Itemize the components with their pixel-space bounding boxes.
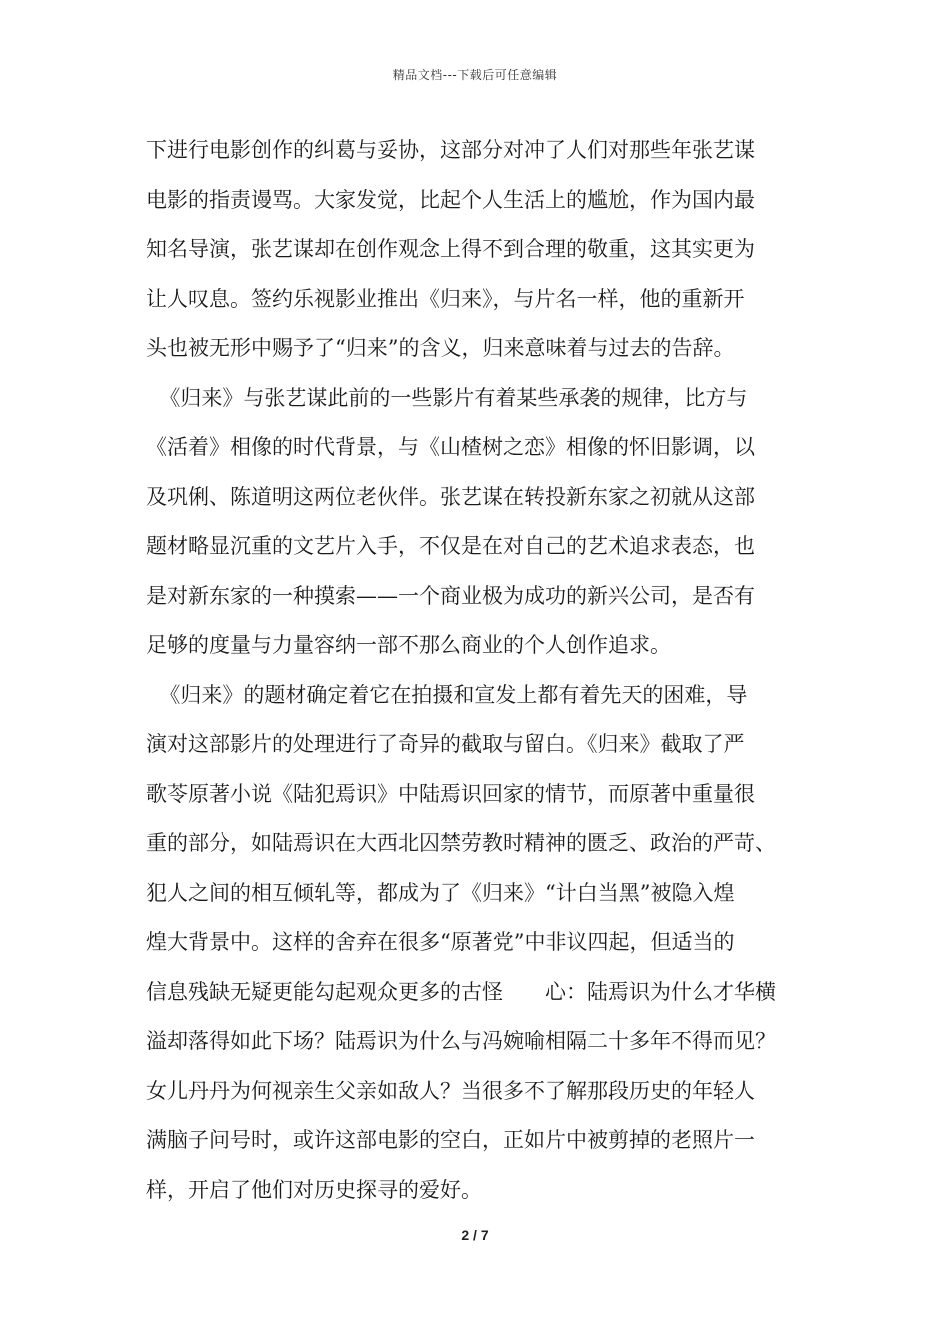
page-number: 2 / 7: [461, 1227, 489, 1243]
body-line: 溢却落得如此下场？陆焉识为什么与冯婉喻相隔二十多年不得而见？: [146, 1029, 776, 1053]
body-line: 足够的度量与力量容纳一部不那么商业的个人创作追求。: [146, 633, 671, 657]
body-line: 及巩俐、陈道明这两位老伙伴。张艺谋在转投新东家之初就从这部: [146, 484, 755, 509]
body-line: 知名导演，张艺谋却在创作观念上得不到合理的敬重，这其实更为: [146, 237, 755, 261]
body-line: 满脑子问号时，或许这部电影的空白，正如片中被剪掉的老照片一: [146, 1128, 755, 1152]
body-line: 重的部分，如陆焉识在大西北囚禁劳教时精神的匮乏、政治的严苛、: [146, 831, 776, 855]
body-line: 下进行电影创作的纠葛与妥协，这部分对冲了人们对那些年张艺谋: [146, 138, 755, 162]
paragraph-start-line: 《归来》与张艺谋此前的一些影片有着某些承袭的规律，比方与: [146, 385, 748, 410]
body-line: 歌苓原著小说《陆犯焉识》中陆焉识回家的情节，而原著中重量很: [146, 781, 755, 806]
page-header: 精品文档---下载后可任意编辑: [392, 68, 558, 82]
body-line: 《活着》相像的时代背景，与《山楂树之恋》相像的怀旧影调，以: [146, 435, 755, 459]
body-line: 电影的指责谩骂。大家发觉，比起个人生活上的尴尬，作为国内最: [146, 187, 755, 212]
paragraph-start-line: 《归来》的题材确定着它在拍摄和宣发上都有着先天的困难，导: [146, 682, 748, 707]
body-line: 信息残缺无疑更能勾起观众更多的古怪 心：陆焉识为什么才华横: [146, 979, 776, 1004]
document-body: [146, 126, 818, 1215]
body-line: 犯人之间的相互倾轧等，都成为了《归来》“计白当黑”被隐入煌: [146, 880, 735, 905]
body-line: 演对这部影片的处理进行了奇异的截取与留白。《归来》截取了严: [146, 732, 745, 756]
body-line: 头也被无形中赐予了“归来”的含义，归来意味着与过去的告辞。: [146, 336, 735, 360]
body-line: 样，开启了他们对历史探寻的爱好。: [146, 1177, 482, 1202]
body-line: 女儿丹丹为何视亲生父亲如敌人？当很多不了解那段历史的年轻人: [146, 1078, 755, 1103]
body-line: 让人叹息。签约乐视影业推出《归来》，与片名一样，他的重新开: [146, 286, 745, 311]
body-line: 煌大背景中。这样的舍弃在很多“原著党”中非议四起，但适当的: [146, 930, 735, 954]
body-line: 题材略显沉重的文艺片入手，不仅是在对自己的艺术追求表态，也: [146, 534, 755, 558]
body-line: 是对新东家的一种摸索——一个商业极为成功的新兴公司，是否有: [146, 583, 755, 608]
